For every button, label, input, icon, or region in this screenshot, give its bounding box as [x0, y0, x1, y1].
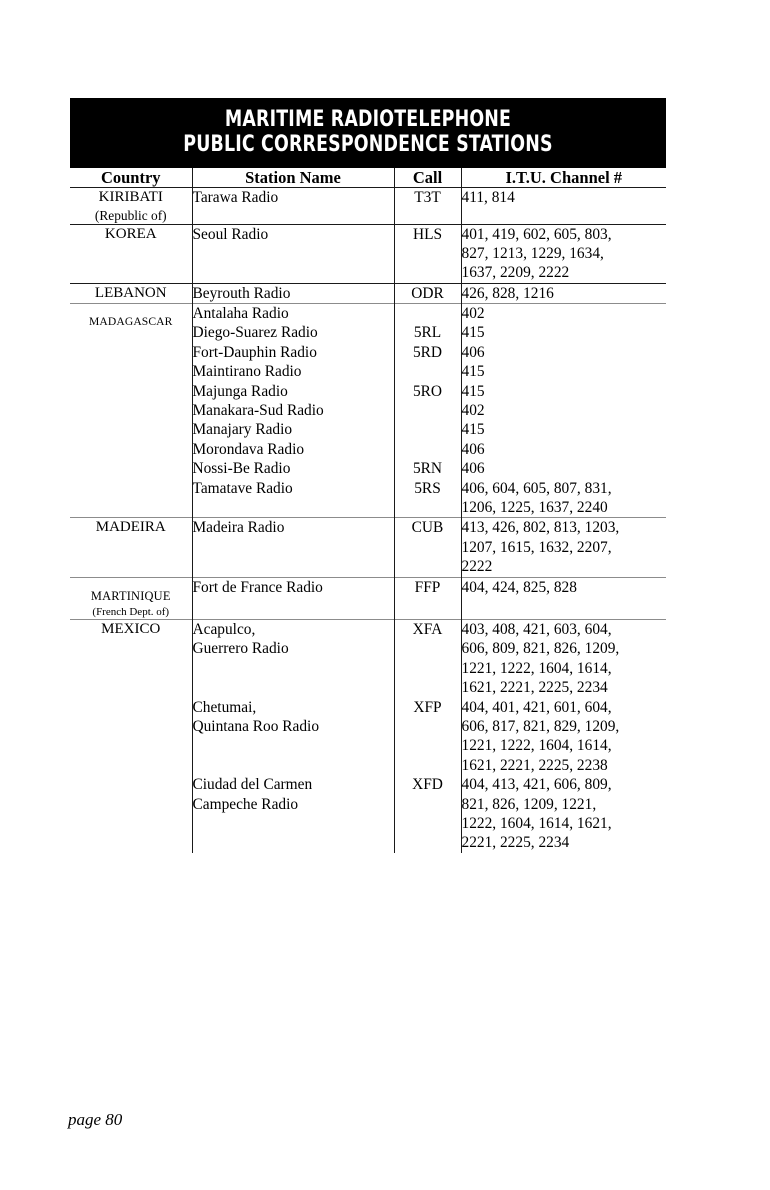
channel-line: 606, 809, 821, 826, 1209,: [461, 640, 620, 658]
country-name: LEBANON: [94, 284, 167, 301]
channel-line: 406: [461, 343, 485, 361]
country-qualifier: (Republic of): [94, 207, 167, 223]
spacer-line: [395, 678, 461, 697]
cell-country: [70, 518, 192, 577]
spacer-line: [193, 659, 394, 678]
station-line: Fort-Dauphin Radio: [192, 343, 317, 361]
country-name: KOREA: [104, 225, 157, 242]
station-line: Manajary Radio: [192, 421, 293, 439]
cell-call-sign: [394, 304, 461, 518]
cell-call-sign: T3T: [394, 188, 461, 225]
call-line: 5RD: [412, 343, 443, 361]
channel-line: 404, 413, 421, 606, 809,: [461, 776, 612, 794]
cell-country: [70, 283, 192, 303]
cell-call-sign: CUB: [394, 518, 461, 577]
channel-line: 402: [461, 402, 485, 420]
table-header-row: [70, 168, 666, 188]
cell-itu-channels: [461, 304, 666, 518]
cell-country: [70, 620, 192, 853]
channel-line: 1206, 1225, 1637, 2240: [461, 498, 608, 516]
table-row: [70, 283, 666, 303]
country-name: MADAGASCAR: [89, 315, 173, 329]
spacer-line: [395, 659, 461, 678]
channel-line: 1221, 1222, 1604, 1614,: [461, 659, 612, 677]
channel-line: 1222, 1604, 1614, 1621,: [461, 814, 612, 832]
station-line: Tamatave Radio: [192, 479, 293, 497]
table-row: [70, 577, 666, 620]
radiotelephone-table-container: [70, 98, 666, 853]
station-line: Manakara-Sud Radio: [192, 402, 324, 420]
column-header-call: Call: [394, 168, 461, 188]
station-line: Campeche Radio: [192, 795, 299, 813]
page-number: page 80: [68, 1110, 123, 1129]
channel-line: 406, 604, 605, 807, 831,: [461, 479, 612, 497]
channel-line: 1637, 2209, 2222: [461, 264, 570, 282]
channel-line: 1621, 2221, 2225, 2238: [461, 756, 608, 774]
channel-line: 1221, 1222, 1604, 1614,: [461, 737, 612, 755]
call-line: XFD: [412, 776, 443, 794]
spacer-line: [193, 678, 394, 697]
cell-call-sign: ODR: [394, 283, 461, 303]
spacer-line: [193, 736, 394, 755]
channel-line: 2221, 2225, 2234: [461, 834, 570, 852]
channel-line: 606, 817, 821, 829, 1209,: [461, 718, 620, 735]
cell-country: [70, 304, 192, 518]
channel-line: 415: [461, 421, 485, 439]
call-line: 5RL: [413, 324, 442, 342]
cell-station-name: Fort de France Radio: [192, 577, 394, 620]
cell-station-name: Seoul Radio: [192, 224, 394, 283]
channel-line: 821, 826, 1209, 1221,: [461, 795, 597, 813]
title-line-1: MARITIME RADIOTELEPHONE: [224, 106, 512, 132]
title-line-2: PUBLIC CORRESPONDENCE STATIONS: [183, 131, 553, 157]
call-line: 5RO: [412, 382, 443, 400]
station-line: Antalaha Radio: [192, 305, 289, 323]
station-line: Chetumai,: [192, 698, 257, 716]
channel-line: 413, 426, 802, 813, 1203,: [461, 519, 620, 537]
table-row: [70, 188, 666, 225]
call-line: [395, 401, 461, 420]
cell-country: [70, 224, 192, 283]
channel-line: 406: [461, 460, 485, 478]
country-name: MADEIRA: [95, 519, 166, 536]
column-header-station-name: Station Name: [192, 168, 394, 188]
station-line: Diego-Suarez Radio: [192, 324, 318, 342]
call-line: [395, 304, 461, 323]
table-row: [70, 518, 666, 577]
table-row: [70, 304, 666, 518]
cell-station-name: Beyrouth Radio: [192, 283, 394, 303]
cell-itu-channels: 426, 828, 1216: [461, 283, 666, 303]
channel-line: 415: [461, 324, 485, 342]
cell-station-name: Madeira Radio: [192, 518, 394, 577]
call-line: [395, 440, 461, 459]
call-line: XFA: [412, 621, 443, 639]
cell-station-name: Tarawa Radio: [192, 188, 394, 225]
station-line: Acapulco,: [192, 621, 256, 639]
country-qualifier: (French Dept. of): [92, 606, 170, 619]
channel-line: 1621, 2221, 2225, 2234: [461, 679, 608, 697]
cell-call-sign: HLS: [394, 224, 461, 283]
channel-line: 827, 1213, 1229, 1634,: [461, 244, 604, 262]
cell-itu-channels: [461, 620, 666, 853]
country-name: MEXICO: [101, 621, 161, 638]
cell-station-name: [192, 620, 394, 853]
cell-itu-channels: [461, 224, 666, 283]
spacer-line: [395, 639, 461, 658]
channel-line: 415: [461, 363, 485, 381]
column-header-country: Country: [70, 168, 192, 188]
country-name: KIRIBATI: [98, 189, 163, 205]
cell-call-sign: [394, 620, 461, 853]
cell-country: [70, 188, 192, 225]
call-line: [395, 362, 461, 381]
channel-line: 404, 401, 421, 601, 604,: [461, 698, 612, 716]
cell-itu-channels: [461, 518, 666, 577]
channel-line: 403, 408, 421, 603, 604,: [461, 621, 612, 639]
spacer-line: [395, 756, 461, 775]
channel-line: 2222: [461, 558, 493, 576]
channel-line: 401, 419, 602, 605, 803,: [461, 225, 612, 243]
channel-line: 406: [461, 440, 485, 458]
table-row: [70, 224, 666, 283]
column-header-itu-channel: I.T.U. Channel #: [505, 168, 623, 187]
station-line: Guerrero Radio: [192, 640, 289, 658]
station-line: Ciudad del Carmen: [192, 776, 313, 794]
station-line: Quintana Roo Radio: [192, 718, 320, 735]
call-line: 5RN: [412, 460, 443, 478]
station-line: Morondava Radio: [192, 440, 305, 458]
station-line: Maintirano Radio: [192, 363, 302, 381]
spacer-line: [193, 756, 394, 775]
cell-call-sign: FFP: [394, 577, 461, 620]
station-line: Majunga Radio: [192, 382, 288, 400]
call-line: XFP: [413, 698, 442, 716]
cell-station-name: [192, 304, 394, 518]
spacer-line: [395, 736, 461, 755]
cell-country: [70, 577, 192, 620]
call-line: [395, 420, 461, 439]
cell-itu-channels: 404, 424, 825, 828: [461, 577, 666, 620]
stations-table: [70, 168, 666, 853]
channel-line: 415: [461, 382, 485, 400]
call-line: 5RS: [414, 479, 441, 497]
station-line: Nossi-Be Radio: [192, 460, 291, 478]
channel-line: 1207, 1615, 1632, 2207,: [461, 538, 612, 556]
country-name: MARTINIQUE: [90, 588, 171, 603]
table-row: [70, 620, 666, 853]
spacer-line: [395, 717, 461, 736]
cell-itu-channels: 411, 814: [461, 188, 666, 225]
channel-line: 402: [461, 305, 485, 323]
table-title-banner: [70, 98, 666, 168]
